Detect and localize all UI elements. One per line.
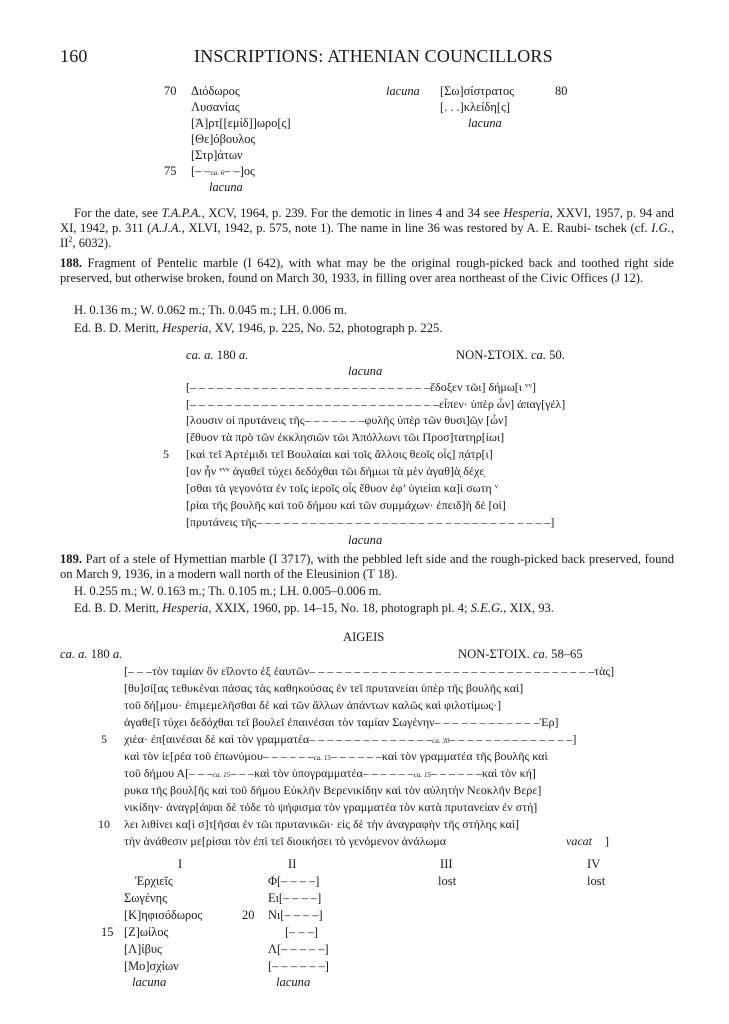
name-line: [Σω]σίστρατος [440,84,515,98]
name-line: [Ἀ]ρτ[[εμίδ]]ωρο[ς] [191,116,291,130]
line-number-15: 15 [101,925,114,939]
lacuna-marker: lacuna [348,533,383,547]
name-line: Διόδωρος [191,84,240,98]
name-line-75: [– –ca. 6– –]ος [191,164,255,178]
inscription-line: [ρίαι τῆς βουλῆς καὶ τοῦ δήμου καὶ τῶν συμμάχων· ἐπειδ]ὴ δὲ [οἱ] [186,498,506,512]
name-line: Φ[– – – –] [268,874,320,888]
tribe-heading: AIGEIS [343,630,385,644]
entry-188-dimensions: H. 0.136 m.; W. 0.062 m.; Th. 0.045 m.; LH. 0.006 m. [74,303,347,317]
inscription-line: [ον ἦν ᵛᵛᵛ ἀγαθεῖ τύχει δεδόχθαι τῶι δήμωι τὰ μὲν ἀγαθ]ὰ̣ δέχε̣ [186,464,485,478]
line-number-80: 80 [555,84,568,98]
inscription-line: τοῦ δή[μου· ἐπιμεμελῆσθαι δὲ καὶ τῶν ἄλλων ἁπάντων καλῶς καὶ φιλοτίμως·] [124,698,502,712]
entry-189-date: ca. a. 180 a. [60,647,123,661]
name-line: Λ[– – – – –] [268,942,329,956]
lacuna-marker: lacuna [348,364,383,378]
entry-188-description: 188. Fragment of Pentelic marble (I 642), with what may be the original rough-picked back and toothed right side preserved, but otherwise broken, found on March 30, 1933, in filling over area northeast of the Civic Offices (J 12). [60,256,674,286]
inscription-line: [σθαι τὰ γεγονότα ἐν τοῖς ἱεροῖς οἷς ἔθυον ἐφ’ ὑγιείαι κα]ὶ σωτη ᵛ [186,481,499,495]
column-lost: lost [438,874,457,888]
inscription-line: [– – –τὸν ταμίαν ὃν εἵλοντο ἐξ ἑαυτῶν– – – – – – – – – – – – – – – – – – – – – – – – – – – – – – – –τὰς] [124,664,615,678]
entry-189-stoich: NON-ΣΤΟΙΧ. ca. 58–65 [458,647,583,661]
name-line: Σωγένης [124,891,168,905]
inscription-line: [θυ]σί[ας τεθυκέναι πάσας τὰς καθηκούσας ἐν τεῖ πρυτανείαι ὑπὲρ τῆς βουλῆς καὶ] [124,681,524,695]
name-line: [Μο]σχίων [124,959,179,973]
name-line: [Λ]ίβυς [124,942,162,956]
column-lost: lost [587,874,606,888]
commentary-note: For the date, see T.A.P.A., XCV, 1964, p. 239. For the demotic in lines 4 and 34 see Hesperia, XXVI, 1957, p. 94 and XI, 1942, p. 311 (A.J.A., XLVI, 1942, p. 575, note 1). The name in line 36 was restored by A. E. Raubi- tschek (cf. I.G., $II^2$, 6032). [60,206,674,251]
running-title: INSCRIPTIONS: ATHENIAN COUNCILLORS [194,46,553,66]
entry-188-stoich: NON-ΣΤΟΙΧ. ca. 50. [456,348,565,362]
name-line: [– – –] [285,925,319,939]
line-number-20: 20 [242,908,255,922]
vacat-marker: vacat [566,834,592,848]
inscription-line: [– – – – – – – – – – – – – – – – – – – – – – – – – – – –εἶπεν· ὑπὲρ ὧν] ἀπαγ[γέλ] [186,397,566,411]
name-line: [Στρ]άτων [191,148,243,162]
inscription-line: ἀγαθε[ῖ τύχει δεδόχθαι τεῖ βουλεῖ ἐπαινέσαι τὸν ταμίαν Σωγένην– – – – – – – – – – – –Ἐρ] [124,715,559,729]
column-heading-ii: II [288,857,297,871]
lacuna-marker: lacuna [209,180,243,194]
inscription-line: νικίδην· ἀναγρ[άψαι δὲ τόδε τὸ ψήφισμα τὸν γραμματέα τὸν κατὰ πρυτανείαν ἐν στή] [124,800,538,814]
inscription-line: τὴν ἀνάθεσιν με[ρίσαι τὸν ἐπὶ τεῖ διοικήσει τὸ γενόμενον ἀνάλωμα [124,834,447,848]
entry-188-edition: Ed. B. D. Meritt, Hesperia, XV, 1946, p. 225, No. 52, photograph p. 225. [74,321,443,335]
inscription-line: λει λιθίνει κα[ὶ σ]τ[ῆσαι ἐν τῶι πρυτανικῶι· εἰς δὲ τὴν ἀναγραφὴν τῆς στήλης καὶ] [124,817,520,831]
entry-188-date: ca. a. 180 a. [186,348,249,362]
line-number-5: 5 [163,447,169,461]
page-number: 160 [60,46,88,66]
line-number-10: 10 [98,817,110,831]
lacuna-marker: lacuna [386,84,420,98]
lacuna-marker: lacuna [132,975,167,989]
inscription-line: [καὶ τεῖ Ἀρτέμιδι τεῖ Βουλαίαι καὶ τοῖς ἄλλοις θεοῖς οἷς] π̣άτρ[ι] [186,447,493,461]
name-line: Ἐρχιεῖς [135,874,173,888]
name-line: [Θε]όβουλος [191,132,256,146]
line-number-5: 5 [101,732,107,746]
entry-189-edition: Ed. B. D. Meritt, Hesperia, XXIX, 1960, pp. 14–15, No. 18, photograph pl. 4; S.E.G., XIX, 93. [74,601,554,615]
inscription-line: [πρυτάνεις τῆς– – – – – – – – – – – – – – – – – – – – – – – – – – – – – – – – –] [186,515,555,529]
inscription-line: χιέα· ἐπ[αινέσαι δὲ καὶ τὸν γραμματέα– – – – – – – – – – – – – –ca. 30– – – – – – – – – – – – – –] [124,732,577,746]
line-number-70: 70 [164,84,177,98]
column-heading-iii: III [440,857,453,871]
line-number-75: 75 [164,164,177,178]
name-line: [– – – – – –] [268,959,329,973]
bracket-close: ] [605,834,609,848]
name-line: [. . .]κλείδη[ς] [440,100,511,114]
entry-189-description: 189. Part of a stele of Hymettian marble (I 3717), with the pebbled left side and the rough-picked back preserved, found on March 9, 1936, in a modern wall north of the Eleusinion (T 18). [60,552,674,582]
column-heading-iv: IV [587,857,601,871]
inscription-line: [λουσιν οἱ πρυτάνεις τῆς– – – – – – –φυλῆς ὑπὲρ τῶν θυσι]ῶ̣ν [ὧν] [186,413,508,427]
inscription-line: [ἔθυον τὰ πρὸ τῶν ἐκκλησιῶν τῶι Ἀπόλλωνι τῶι Προσ]τατηρ[ίωι] [186,430,505,444]
lacuna-marker: lacuna [468,116,502,130]
name-line: [Κ]ηφισόδωρος [124,908,203,922]
entry-189-dimensions: H. 0.255 m.; W. 0.163 m.; Th. 0.105 m.; LH. 0.005–0.006 m. [74,584,382,598]
column-heading-i: I [178,857,183,871]
lacuna-marker: lacuna [276,975,311,989]
name-line: Ει[– – – –] [268,891,322,905]
inscription-line: τοῦ δήμου Α[– – –ca. 15– – –καὶ τὸν ὑπογραμματέα– – – – – –ca. 15– – – – – –καὶ τὸν κή] [124,766,536,780]
name-line: Λυσανίας [191,100,240,114]
inscription-line: [– – – – – – – – – – – – – – – – – – – – – – – – – – –ἔδοξεν τῶι] δήμω[ι ᵛᵛ] [186,380,536,394]
inscription-line: καὶ τὸν ἱε[ρέα τοῦ ἐπωνύμου– – – – – –ca. 15– – – – – –καὶ τὸν γραμματέα τῆς βουλῆς καὶ [124,749,548,763]
inscription-line: ρυκα τῆς βουλ[ῆς καὶ τοῦ δήμου Εὐκλῆν Βερενικίδην καὶ τὸν αὐλητὴν Νεοκλῆν Βερε] [124,783,542,797]
name-line: Νι[– – – –] [268,908,323,922]
name-line: [Ζ]ωίλος [124,925,169,939]
